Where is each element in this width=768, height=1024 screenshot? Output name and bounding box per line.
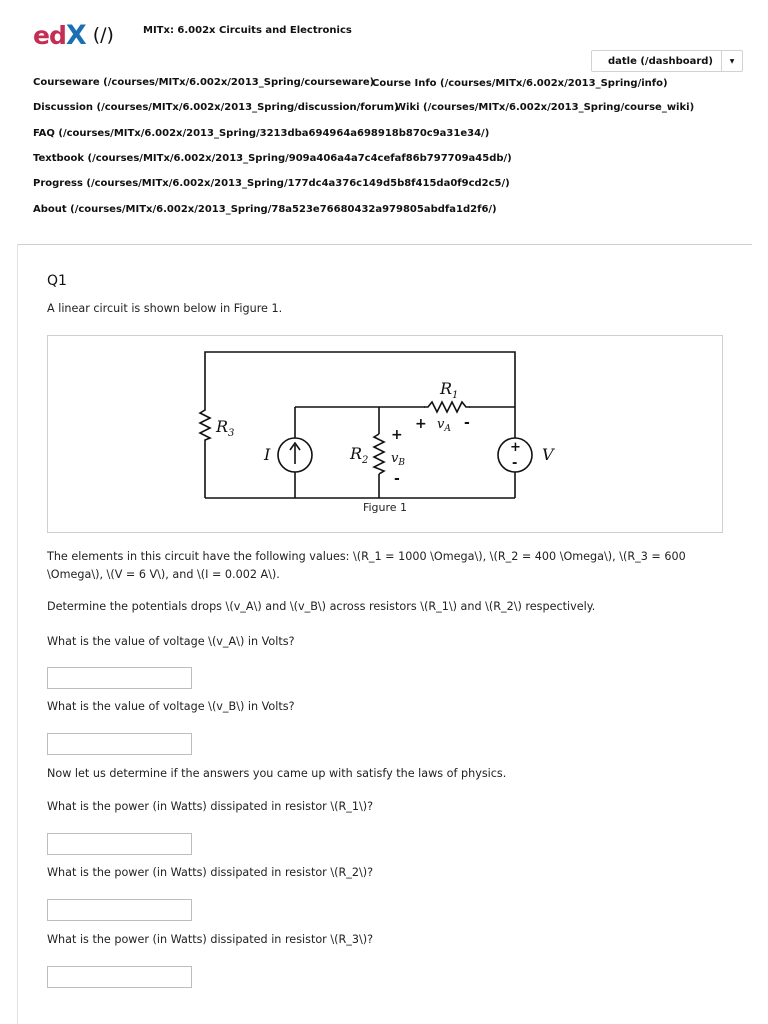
nav-progress[interactable]: Progress (/courses/MITx/6.002x/2013_Spring/177dc4a376c149d5b8f415da0f9cd2c5/) (33, 178, 510, 189)
chevron-down-icon[interactable]: ▼ (721, 51, 742, 71)
problem-intro: A linear circuit is shown below in Figure 1. (47, 302, 283, 315)
label-r1: $R_1$ (440, 379, 459, 401)
vsrc-minus-sign: - (512, 456, 518, 471)
question-p1-label: What is the power (in Watts) dissipated in resistor \(R_1\)? (47, 800, 374, 813)
question-p3-label: What is the power (in Watts) dissipated in resistor \(R_3\)? (47, 933, 374, 946)
figure-caption: Figure 1 (362, 501, 408, 514)
problem-title: Q1 (47, 273, 67, 289)
nav-wiki[interactable]: Wiki (/courses/MITx/6.002x/2013_Spring/course_wiki) (395, 102, 695, 113)
nav-about[interactable]: About (/courses/MITx/6.002x/2013_Spring/78a523e76680432a979805abdfa1d2f6/) (33, 204, 497, 215)
resistor-r3 (200, 406, 210, 443)
nav-faq[interactable]: FAQ (/courses/MITx/6.002x/2013_Spring/3213dba694964a698918b870c9a31e34/) (33, 128, 490, 139)
user-dashboard-menu[interactable] (591, 50, 743, 72)
nav-textbook[interactable]: Textbook (/courses/MITx/6.002x/2013_Spring/909a406a4a7c4cefaf86b797709a45db/) (33, 153, 512, 164)
nav-courseware[interactable]: Courseware (/courses/MITx/6.002x/2013_Spring/courseware) (33, 77, 375, 88)
resistor-r2 (374, 434, 384, 474)
answer-va-input[interactable] (47, 667, 192, 689)
circuit-figure (47, 335, 723, 533)
vb-minus-sign: - (394, 471, 400, 487)
question-p2-label: What is the power (in Watts) dissipated in resistor \(R_2\)? (47, 866, 374, 879)
label-r2: $R_2$ (350, 444, 369, 466)
question-va-label: What is the value of voltage \(v_A\) in Volts? (47, 635, 295, 648)
course-title: MITx: 6.002x Circuits and Electronics (143, 25, 352, 36)
answer-p2-input[interactable] (47, 899, 192, 921)
label-current-i: I (264, 445, 271, 464)
va-plus-sign: + (415, 416, 427, 432)
physics-check-text: Now let us determine if the answers you came up with satisfy the laws of physics. (47, 767, 507, 780)
determine-text: Determine the potentials drops \(v_A\) and \(v_B\) across resistors \(R_1\) and \(R_2\) respectively. (47, 600, 596, 613)
answer-p3-input[interactable] (47, 966, 192, 988)
content-left-border (17, 244, 18, 1024)
answer-vb-input[interactable] (47, 733, 192, 755)
nav-course-info[interactable]: Course Info (/courses/MITx/6.002x/2013_Spring/info) (372, 78, 668, 89)
logo-x-text: X (65, 19, 86, 51)
label-va: $v_A$ (437, 417, 451, 434)
nav-discussion[interactable]: Discussion (/courses/MITx/6.002x/2013_Spring/discussion/forum) (33, 102, 399, 113)
vb-plus-sign: + (391, 427, 403, 443)
label-vb: $v_B$ (391, 451, 405, 468)
answer-p1-input[interactable] (47, 833, 192, 855)
edx-logo[interactable] (33, 20, 114, 50)
header-divider (17, 244, 752, 245)
va-minus-sign: - (464, 415, 470, 431)
user-dashboard-link[interactable]: datle (/dashboard) (607, 55, 713, 67)
circuit-wire-top (205, 352, 515, 406)
label-r3: $R_3$ (216, 417, 235, 439)
circuit-values-text: The elements in this circuit have the following values: \(R_1 = 1000 \Omega\), \(R_2 = 400 \Omega\), \(R_3 = 600 \Omega\), \(V = 6 V\), and \(I = 0.002 A\). (47, 550, 686, 581)
logo-ed-text: ed (33, 20, 66, 50)
label-voltage-v: V (542, 445, 554, 464)
vsrc-plus-sign: + (510, 440, 521, 455)
question-vb-label: What is the value of voltage \(v_B\) in Volts? (47, 700, 295, 713)
logo-link-path[interactable]: (/) (92, 24, 114, 46)
